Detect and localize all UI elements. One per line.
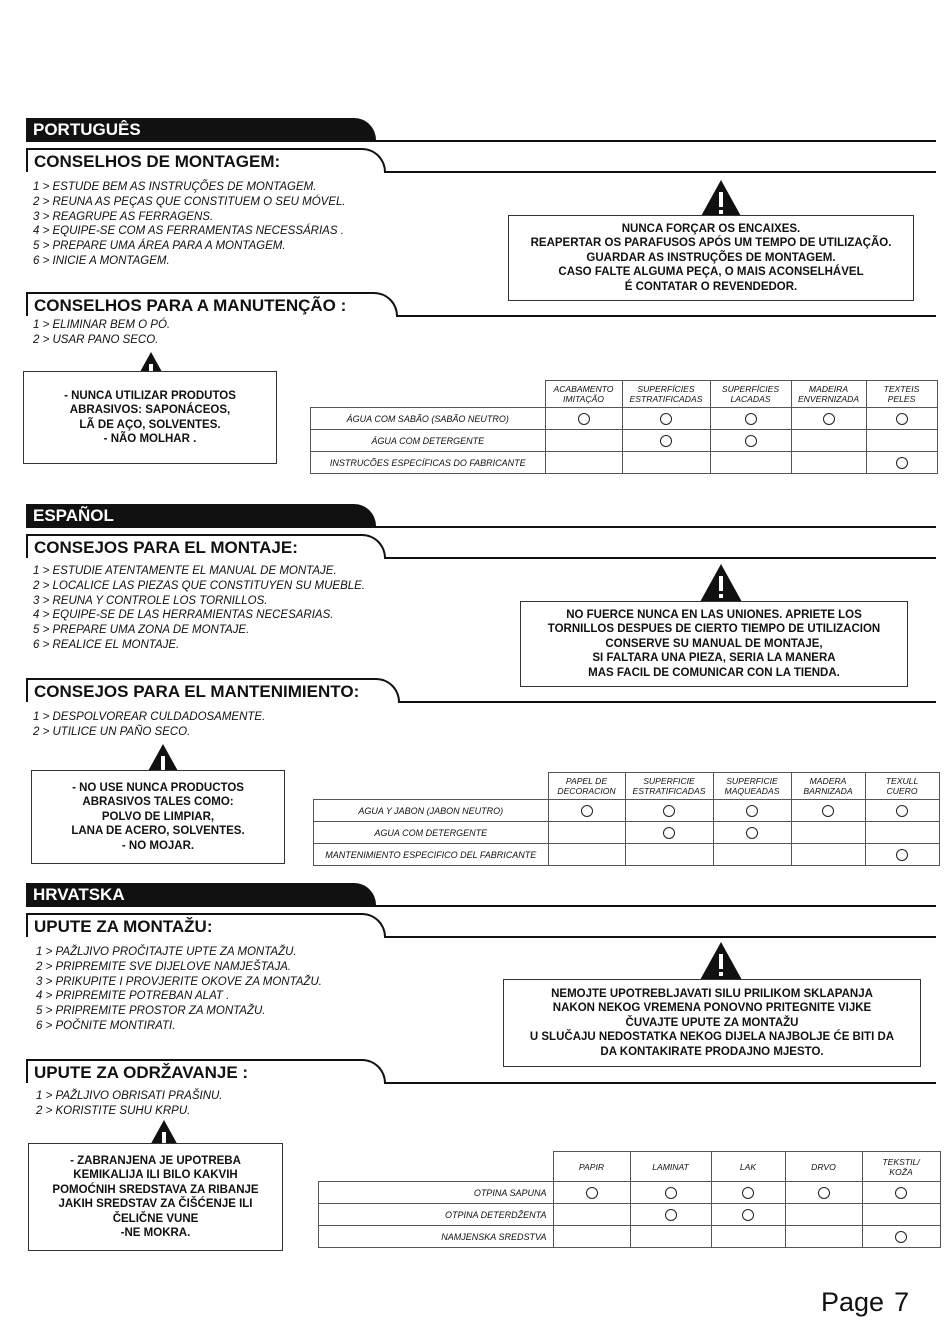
column-header-line: PELES bbox=[887, 394, 916, 404]
warning-line: CONSERVE SU MANUAL DE MONTAJE, bbox=[605, 637, 823, 650]
column-header-line: SUPERFICIE bbox=[726, 776, 778, 786]
warning-line: ABRASIVOS: SAPONÁCEOS, bbox=[69, 404, 231, 416]
assembly-heading: UPUTE ZA MONTAŽU: bbox=[26, 913, 386, 937]
list-item: 5 > PREPARE UMA ZONA DE MONTAJE. bbox=[33, 624, 250, 637]
list-item: 5 > PRIPREMITE PROSTOR ZA MONTAŽU. bbox=[36, 1005, 266, 1018]
table-cell bbox=[630, 1226, 711, 1248]
divider bbox=[26, 140, 936, 142]
column-header-line: SUPERFÍCIES bbox=[637, 384, 695, 394]
divider bbox=[384, 936, 936, 938]
table-row bbox=[311, 452, 938, 474]
warning-line: KEMIKALIJA ILI BILO KAKVIH bbox=[73, 1169, 238, 1181]
table-cell bbox=[625, 844, 713, 866]
assembly-heading: CONSEJOS PARA EL MONTAJE: bbox=[26, 534, 386, 558]
list-item: 1 > ESTUDIE ATENTAMENTE EL MANUAL DE MONTAJE. bbox=[33, 565, 337, 577]
column-header-line: ACABAMENTO bbox=[553, 384, 614, 394]
column-header-line: ESTRATIFICADAS bbox=[629, 394, 703, 404]
warning-line: NO FUERCE NUNCA EN LAS UNIONES. APRIETE LOS bbox=[566, 608, 862, 621]
warning-icon bbox=[698, 562, 744, 604]
table-cell bbox=[791, 408, 866, 430]
list-item: 1 > ESTUDE BEM AS INSTRUÇÕES DE MONTAGEM. bbox=[33, 181, 317, 193]
column-header-line: CUERO bbox=[886, 786, 918, 796]
table-cell bbox=[553, 1226, 630, 1248]
table-cell bbox=[862, 1182, 940, 1204]
table-cell bbox=[862, 1204, 940, 1226]
warning-line: ABRASIVOS TALES COMO: bbox=[82, 796, 234, 809]
list-item: 1 > PAŽLJIVO PROČITAJTE UPTE ZA MONTAŽU. bbox=[36, 946, 297, 958]
circle-mark-icon bbox=[745, 413, 757, 425]
table-row bbox=[311, 430, 938, 452]
row-label: INSTRUCÕES ESPECÍFICAS DO FABRICANTE bbox=[311, 452, 546, 474]
table-row bbox=[319, 1182, 941, 1204]
warning-icon bbox=[698, 178, 744, 220]
list-item: 3 > REUNA Y CONTROLE LOS TORNILLOS. bbox=[33, 594, 268, 607]
column-header-line: DECORACION bbox=[557, 786, 616, 796]
column-header bbox=[713, 773, 791, 800]
list-item: 6 > POČNITE MONTIRATI. bbox=[36, 1019, 176, 1032]
table-row bbox=[314, 800, 940, 822]
table-cell bbox=[548, 844, 625, 866]
list-item: 2 > PRIPREMITE SVE DIJELOVE NAMJEŠTAJA. bbox=[36, 960, 292, 973]
warning-line: LANA DE ACERO, SOLVENTES. bbox=[71, 825, 245, 838]
cleaning-table bbox=[318, 1151, 941, 1248]
table-cell bbox=[625, 822, 713, 844]
list-item: 6 > REALICE EL MONTAJE. bbox=[33, 638, 180, 651]
cleaning-table bbox=[310, 380, 938, 474]
circle-mark-icon bbox=[742, 1209, 754, 1221]
table-cell bbox=[866, 408, 937, 430]
table-cell bbox=[622, 452, 710, 474]
column-header bbox=[791, 381, 866, 408]
language-tab: PORTUGUÊS bbox=[26, 118, 376, 142]
column-header bbox=[622, 381, 710, 408]
list-item: 2 > KORISTITE SUHU KRPU. bbox=[36, 1104, 191, 1117]
table-cell bbox=[865, 800, 939, 822]
assembly-warning-box bbox=[508, 215, 914, 301]
circle-mark-icon bbox=[660, 413, 672, 425]
list-item: 4 > EQUIPE-SE DE LAS HERRAMIENTAS NECESARIAS. bbox=[33, 609, 334, 622]
column-header-line: BARNIZADA bbox=[803, 786, 853, 796]
circle-mark-icon bbox=[895, 1187, 907, 1199]
table-cell bbox=[791, 430, 866, 452]
column-header-line: TEXULL bbox=[885, 776, 919, 786]
table-cell bbox=[791, 800, 865, 822]
table-cell bbox=[862, 1226, 940, 1248]
circle-mark-icon bbox=[665, 1187, 677, 1199]
list-item: 1 > DESPOLVOREAR CULDADOSAMENTE. bbox=[33, 711, 266, 723]
maintenance-steps bbox=[36, 1089, 223, 1119]
table-cell bbox=[791, 822, 865, 844]
warning-line: NUNCA FORÇAR OS ENCAIXES. bbox=[621, 222, 801, 235]
column-header-line: MAQUEADAS bbox=[724, 786, 780, 796]
list-item: 4 > EQUIPE-SE COM AS FERRAMENTAS NECESSÁRIAS . bbox=[33, 225, 344, 238]
row-label: OTPINA SAPUNA bbox=[319, 1182, 554, 1204]
assembly-warning-box bbox=[520, 601, 908, 687]
column-header bbox=[711, 1152, 785, 1182]
warning-line: U SLUČAJU NEDOSTATKA NEKOG DIJELA NAJBOLJE ĆE BITI DA bbox=[529, 1031, 895, 1044]
warning-line: -NE MOKRA. bbox=[120, 1227, 191, 1239]
table-cell bbox=[865, 822, 939, 844]
warning-line: ČUVAJTE UPUTE ZA MONTAŽU bbox=[625, 1016, 799, 1029]
table-header-row bbox=[311, 381, 938, 408]
table-cell bbox=[548, 822, 625, 844]
warning-line: CASO FALTE ALGUMA PEÇA, O MAIS ACONSELHÁVEL bbox=[558, 266, 864, 279]
table-cell bbox=[713, 822, 791, 844]
column-header bbox=[710, 381, 791, 408]
maintenance-heading: UPUTE ZA ODRŽAVANJE : bbox=[26, 1059, 386, 1083]
page-number-value: 7 bbox=[894, 1287, 910, 1317]
divider bbox=[384, 1082, 936, 1084]
table-cell bbox=[785, 1226, 862, 1248]
assembly-warning-box bbox=[503, 979, 921, 1067]
table-header-row bbox=[319, 1152, 941, 1182]
circle-mark-icon bbox=[896, 849, 908, 861]
circle-mark-icon bbox=[896, 805, 908, 817]
row-label: AGUA Y JABON (JABON NEUTRO) bbox=[314, 800, 549, 822]
circle-mark-icon bbox=[742, 1187, 754, 1199]
circle-mark-icon bbox=[578, 413, 590, 425]
list-item: 1 > ELIMINAR BEM O PÓ. bbox=[33, 319, 171, 331]
column-header bbox=[545, 381, 622, 408]
column-header-line: LAK bbox=[739, 1161, 757, 1172]
maintenance-steps bbox=[33, 318, 170, 348]
row-label: ÁGUA COM DETERGENTE bbox=[311, 430, 546, 452]
assembly-steps bbox=[33, 180, 346, 269]
column-header-line: DRVO bbox=[811, 1161, 836, 1172]
column-header-line: LACADAS bbox=[730, 394, 771, 404]
warning-line: SI FALTARA UNA PIEZA, SERIA LA MANERA bbox=[592, 652, 836, 665]
table-cell bbox=[791, 452, 866, 474]
list-item: 2 > USAR PANO SECO. bbox=[33, 333, 159, 346]
circle-mark-icon bbox=[823, 413, 835, 425]
table-cell bbox=[710, 408, 791, 430]
column-header bbox=[862, 1152, 940, 1182]
maintenance-heading: CONSEJOS PARA EL MANTENIMIENTO: bbox=[26, 678, 400, 702]
row-label: AGUA COM DETERGENTE bbox=[314, 822, 549, 844]
row-label: NAMJENSKA SREDSTVA bbox=[319, 1226, 554, 1248]
language-tab: HRVATSKA bbox=[26, 883, 376, 907]
warning-line: JAKIH SREDSTAV ZA ČIŠĆENJE ILI bbox=[58, 1198, 253, 1210]
table-cell bbox=[545, 452, 622, 474]
warning-line: NEMOJTE UPOTREBLJAVATI SILU PRILIKOM SKLAPANJA bbox=[551, 987, 873, 1000]
list-item: 3 > REAGRUPE AS FERRAGENS. bbox=[33, 210, 214, 223]
table-cell bbox=[865, 844, 939, 866]
table-cell bbox=[630, 1182, 711, 1204]
circle-mark-icon bbox=[896, 457, 908, 469]
table-row bbox=[319, 1226, 941, 1248]
circle-mark-icon bbox=[896, 413, 908, 425]
table-cell bbox=[625, 800, 713, 822]
column-header-line: MADEIRA bbox=[808, 384, 849, 394]
table-cell bbox=[713, 800, 791, 822]
list-item: 6 > INICIE A MONTAGEM. bbox=[33, 254, 170, 267]
circle-mark-icon bbox=[746, 805, 758, 817]
warning-line: - NO USE NUNCA PRODUCTOS bbox=[72, 781, 244, 794]
list-item: 2 > LOCALICE LAS PIEZAS QUE CONSTITUYEN SU MUEBLE. bbox=[33, 579, 365, 592]
cleaning-table bbox=[313, 772, 940, 866]
warning-line: POLVO DE LIMPIAR, bbox=[101, 810, 215, 823]
column-header-line: TEXTEIS bbox=[883, 384, 920, 394]
column-header bbox=[630, 1152, 711, 1182]
row-label: ÁGUA COM SABÃO (SABÃO NEUTRO) bbox=[311, 408, 546, 430]
assembly-steps bbox=[33, 564, 365, 653]
maintenance-heading: CONSELHOS PARA A MANUTENÇÃO : bbox=[26, 292, 398, 316]
column-header-line: PAPIR bbox=[578, 1161, 605, 1172]
table-cell bbox=[711, 1226, 785, 1248]
warning-line: ČELIČNE VUNE bbox=[112, 1212, 199, 1225]
warning-line: É CONTATAR O REVENDEDOR. bbox=[624, 280, 798, 293]
row-label: OTPINA DETERDŽENTA bbox=[319, 1204, 554, 1226]
table-cell bbox=[711, 1204, 785, 1226]
table-cell bbox=[713, 844, 791, 866]
assembly-steps bbox=[36, 945, 322, 1034]
circle-mark-icon bbox=[663, 805, 675, 817]
divider bbox=[384, 557, 936, 559]
divider bbox=[26, 526, 936, 528]
assembly-heading: CONSELHOS DE MONTAGEM: bbox=[26, 148, 386, 172]
warning-line: POMOĆNIH SREDSTAVA ZA RIBANJE bbox=[52, 1183, 259, 1196]
circle-mark-icon bbox=[822, 805, 834, 817]
column-header bbox=[866, 381, 937, 408]
column-header bbox=[791, 773, 865, 800]
warning-line: MAS FACIL DE COMUNICAR CON LA TIENDA. bbox=[588, 666, 840, 679]
list-item: 3 > PRIKUPITE I PROVJERITE OKOVE ZA MONTAŽU. bbox=[36, 975, 322, 988]
column-header bbox=[865, 773, 939, 800]
warning-line: - NÃO MOLHAR . bbox=[103, 433, 197, 445]
warning-line: LÃ DE AÇO, SOLVENTES. bbox=[79, 418, 221, 431]
list-item: 4 > PRIPREMITE POTREBAN ALAT . bbox=[36, 990, 230, 1003]
table-header-row bbox=[314, 773, 940, 800]
table-cell bbox=[622, 430, 710, 452]
warning-line: - NO MOJAR. bbox=[121, 839, 195, 852]
maintenance-steps bbox=[33, 710, 265, 740]
circle-mark-icon bbox=[746, 827, 758, 839]
table-corner bbox=[311, 381, 546, 408]
column-header bbox=[785, 1152, 862, 1182]
maintenance-warning-box bbox=[23, 371, 277, 464]
table-corner bbox=[319, 1152, 554, 1182]
table-row bbox=[319, 1204, 941, 1226]
table-cell bbox=[710, 430, 791, 452]
table-corner bbox=[314, 773, 549, 800]
list-item: 2 > UTILICE UN PAÑO SECO. bbox=[33, 725, 191, 738]
warning-line: GUARDAR AS INSTRUÇÕES DE MONTAGEM. bbox=[586, 251, 836, 264]
warning-icon bbox=[698, 940, 744, 982]
divider bbox=[398, 701, 936, 703]
column-header-line: KOŽA bbox=[889, 1166, 913, 1177]
warning-line: TORNILLOS DESPUES DE CIERTO TIEMPO DE UTILIZACION bbox=[547, 623, 881, 636]
warning-line: - NUNCA UTILIZAR PRODUTOS bbox=[64, 389, 236, 402]
column-header-line: TEKSTIL/ bbox=[882, 1156, 920, 1167]
column-header-line: ESTRATIFICADAS bbox=[632, 786, 706, 796]
column-header-line: LAMINAT bbox=[652, 1161, 689, 1172]
row-label: MANTENIMIENTO ESPECIFICO DEL FABRICANTE bbox=[314, 844, 549, 866]
column-header-line: PAPEL DE bbox=[565, 776, 608, 786]
warning-line: NAKON NEKOG VREMENA PONOVNO PRITEGNITE VIJKE bbox=[552, 1002, 872, 1015]
divider bbox=[384, 171, 936, 173]
divider bbox=[26, 905, 936, 907]
column-header-line: IMITAÇÃO bbox=[563, 394, 604, 404]
column-header-line: SUPERFÍCIES bbox=[721, 384, 780, 394]
column-header bbox=[548, 773, 625, 800]
list-item: 5 > PREPARE UMA ÁREA PARA A MONTAGEM. bbox=[33, 240, 286, 253]
table-cell bbox=[545, 408, 622, 430]
table-cell bbox=[548, 800, 625, 822]
warning-line: REAPERTAR OS PARAFUSOS APÓS UM TEMPO DE UTILIZAÇÃO. bbox=[530, 237, 892, 250]
table-cell bbox=[791, 844, 865, 866]
language-tab: ESPAÑOL bbox=[26, 504, 376, 528]
table-cell bbox=[785, 1204, 862, 1226]
circle-mark-icon bbox=[895, 1231, 907, 1243]
column-header bbox=[553, 1152, 630, 1182]
column-header bbox=[625, 773, 713, 800]
warning-line: - ZABRANJENA JE UPOTREBA bbox=[70, 1154, 241, 1167]
table-row bbox=[314, 822, 940, 844]
table-row bbox=[311, 408, 938, 430]
table-cell bbox=[785, 1182, 862, 1204]
column-header-line: SUPERFICIE bbox=[643, 776, 695, 786]
circle-mark-icon bbox=[663, 827, 675, 839]
column-header-line: ENVERNIZADA bbox=[797, 394, 860, 404]
page-number bbox=[821, 1287, 909, 1318]
table-cell bbox=[711, 1182, 785, 1204]
list-item: 2 > REUNA AS PEÇAS QUE CONSTITUEM O SEU MÓVEL. bbox=[33, 195, 346, 208]
table-cell bbox=[622, 408, 710, 430]
table-cell bbox=[545, 430, 622, 452]
table-cell bbox=[866, 430, 937, 452]
circle-mark-icon bbox=[665, 1209, 677, 1221]
circle-mark-icon bbox=[660, 435, 672, 447]
circle-mark-icon bbox=[586, 1187, 598, 1199]
divider bbox=[396, 315, 936, 317]
table-cell bbox=[553, 1182, 630, 1204]
table-cell bbox=[866, 452, 937, 474]
list-item: 1 > PAŽLJIVO OBRISATI PRAŠINU. bbox=[36, 1090, 223, 1102]
warning-line: DA KONTAKIRATE PRODAJNO MJESTO. bbox=[600, 1045, 824, 1058]
table-cell bbox=[553, 1204, 630, 1226]
table-row bbox=[314, 844, 940, 866]
page-label: Page bbox=[821, 1287, 885, 1317]
column-header-line: MADERA bbox=[809, 776, 847, 786]
maintenance-warning-box bbox=[28, 1143, 283, 1251]
circle-mark-icon bbox=[818, 1187, 830, 1199]
maintenance-warning-box bbox=[31, 770, 285, 864]
circle-mark-icon bbox=[745, 435, 757, 447]
table-cell bbox=[630, 1204, 711, 1226]
circle-mark-icon bbox=[581, 805, 593, 817]
table-cell bbox=[710, 452, 791, 474]
